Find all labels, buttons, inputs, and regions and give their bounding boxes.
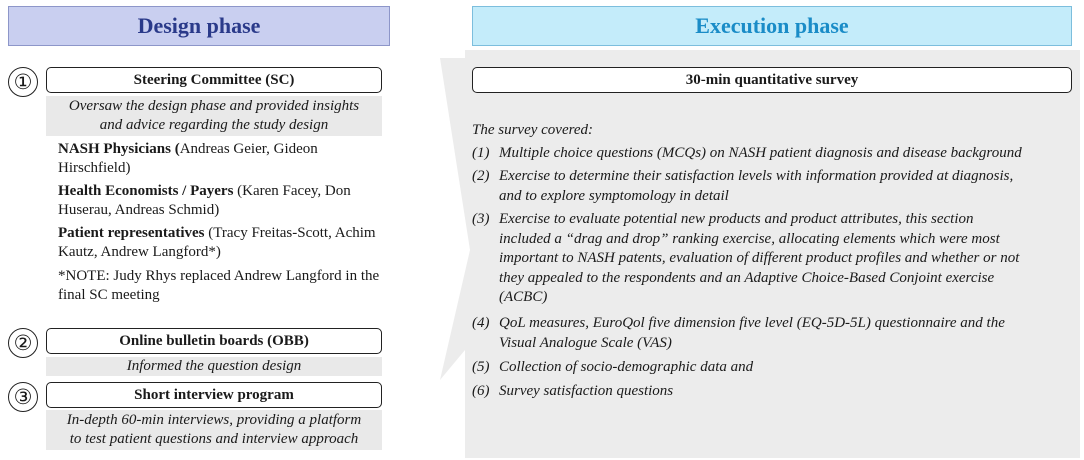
survey-item-marker: (6) bbox=[472, 383, 490, 399]
step-2-circle: ② bbox=[8, 328, 38, 358]
survey-item-3 bbox=[472, 210, 1072, 308]
survey-item-marker: (1) bbox=[472, 145, 490, 161]
survey-item-line: Survey satisfaction questions bbox=[499, 383, 674, 399]
design-phase-header: Design phase bbox=[8, 6, 390, 46]
survey-item-line: Multiple choice questions (MCQs) on NASH patient diagnosis and disease background bbox=[499, 145, 1022, 161]
survey-item-line: important to NASH patents, evaluation of different product profiles and whether or not bbox=[499, 250, 1020, 266]
interview-description-line: In-depth 60-min interviews, providing a platform bbox=[66, 412, 362, 428]
interview-description-line: to test patient questions and interview approach bbox=[69, 431, 359, 447]
obb-title: Online bulletin boards (OBB) bbox=[46, 328, 382, 354]
sc-group-label: Health Economists / Payers bbox=[58, 183, 234, 199]
survey-item-4 bbox=[472, 314, 1072, 353]
sc-group-nash-physicians bbox=[58, 140, 393, 178]
interview-program-title: Short interview program bbox=[46, 382, 382, 408]
survey-item-marker: (2) bbox=[472, 168, 490, 184]
survey-item-marker: (4) bbox=[472, 315, 490, 331]
sc-group-label: Patient representatives bbox=[58, 225, 205, 241]
steering-committee-description bbox=[46, 96, 382, 136]
survey-item-line: Collection of socio-demographic data and bbox=[499, 359, 754, 375]
obb-description: Informed the question design bbox=[46, 357, 382, 376]
sc-description-line: and advice regarding the study design bbox=[99, 117, 329, 133]
survey-item-6 bbox=[472, 382, 1072, 402]
step-3-circle: ③ bbox=[8, 382, 38, 412]
survey-intro: The survey covered: bbox=[472, 122, 594, 138]
survey-item-line: QoL measures, EuroQol five dimension five level (EQ-5D-5L) questionnaire and the bbox=[499, 315, 1005, 331]
survey-item-2 bbox=[472, 167, 1072, 206]
sc-note: *NOTE: Judy Rhys replaced Andrew Langford in the final SC meeting bbox=[58, 268, 380, 303]
survey-item-line: Exercise to determine their satisfaction levels with information provided at diagnosis, bbox=[499, 168, 1014, 184]
sc-group-patient-representatives bbox=[58, 224, 393, 262]
sc-group-members: Andreas Geier, Gideon Hirschfield) bbox=[58, 141, 318, 176]
survey-title: 30-min quantitative survey bbox=[472, 67, 1072, 93]
survey-item-marker: (3) bbox=[472, 211, 490, 227]
survey-item-line: Visual Analogue Scale (VAS) bbox=[499, 334, 672, 351]
survey-item-5 bbox=[472, 358, 1072, 378]
survey-item-line: and to explore symptomology in detail bbox=[499, 187, 729, 204]
survey-item-line: Exercise to evaluate potential new products and product attributes, this section bbox=[499, 211, 974, 227]
survey-item-line: included a “drag and drop” ranking exercise, allocating elements which were most bbox=[499, 230, 1000, 247]
sc-description-line: Oversaw the design phase and provided insights bbox=[68, 98, 360, 114]
execution-phase-header: Execution phase bbox=[472, 6, 1072, 46]
sc-group-label: NASH Physicians ( bbox=[58, 141, 180, 157]
interview-program-description bbox=[46, 410, 382, 450]
survey-item-1 bbox=[472, 144, 1072, 164]
step-1-circle: ① bbox=[8, 67, 38, 97]
sc-group-members: (Karen Facey, Don Huserau, Andreas Schmid) bbox=[58, 183, 351, 218]
survey-item-line: they appealed to the respondents and an Adaptive Choice-Based Conjoint exercise bbox=[499, 269, 995, 286]
survey-item-line: (ACBC) bbox=[499, 289, 548, 305]
sc-group-members: (Tracy Freitas-Scott, Achim Kautz, Andrew Langford*) bbox=[58, 225, 376, 260]
steering-committee-title: Steering Committee (SC) bbox=[46, 67, 382, 93]
sc-group-health-economists bbox=[58, 182, 393, 220]
survey-item-marker: (5) bbox=[472, 359, 490, 375]
